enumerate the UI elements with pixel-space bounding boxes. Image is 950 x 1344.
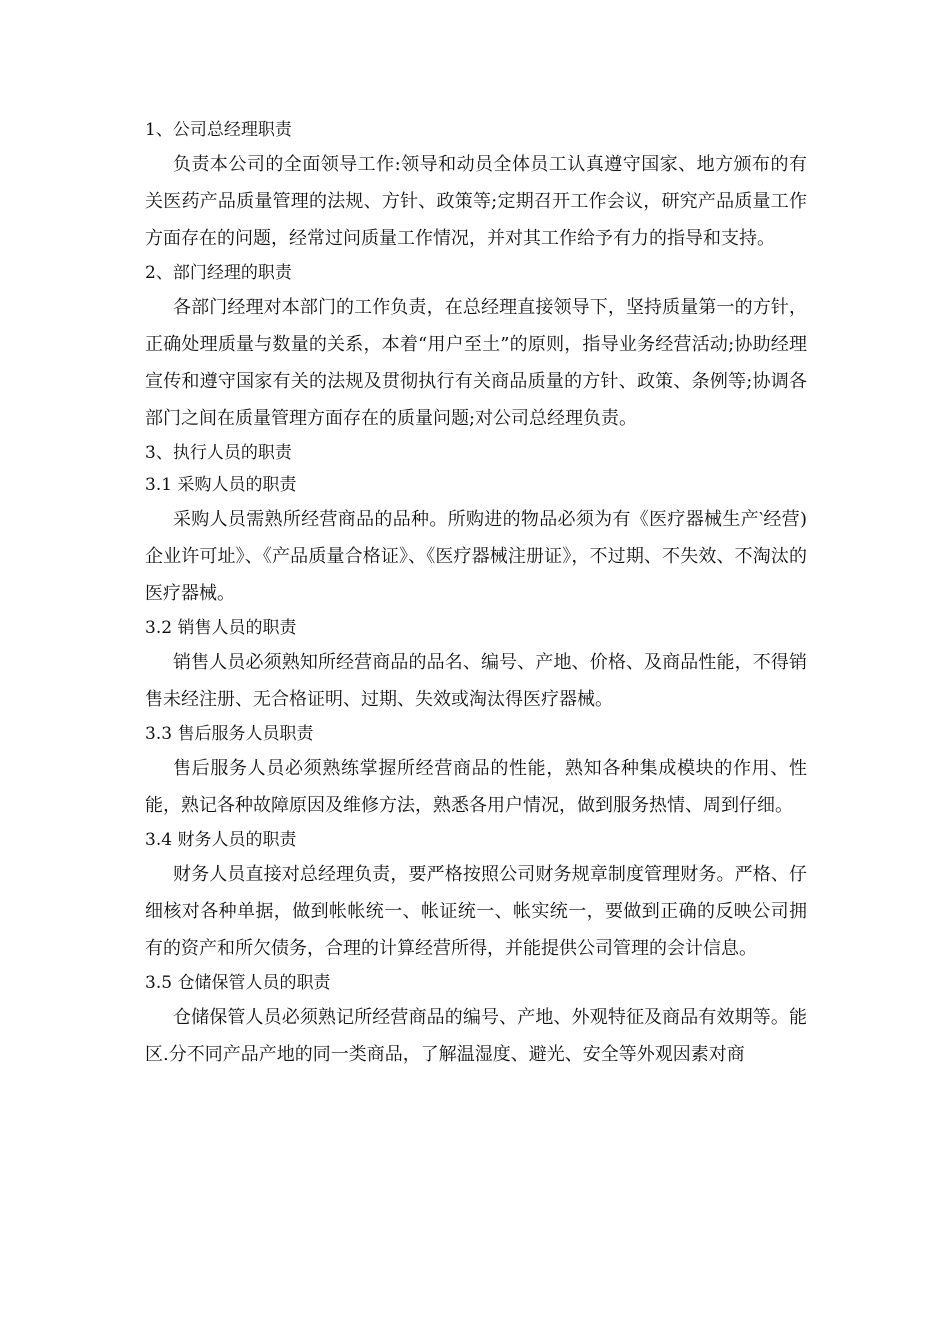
section-heading-executive-staff: 3、执行人员的职责 xyxy=(145,443,292,463)
section-heading-purchasing: 3.1 采购人员的职责 xyxy=(145,475,297,495)
document-page xyxy=(145,114,807,1073)
section-body-purchasing: 采购人员需熟所经营商品的品种。所购进的物品必须为有《医疗器械生产‵经营)企业许可址》、《产品质量合格证》、《医疗器械注册证》，不过期、不失效、不淘汰的医疗器械。 xyxy=(145,509,807,604)
section-heading-general-manager: 1、公司总经理职责 xyxy=(145,120,292,140)
section-body-warehouse: 仓储保管人员必须熟记所经营商品的编号、产地、外观特征及商品有效期等。能区.分不同产品产地的同一类商品，了解温湿度、避光、安全等外观因素对商 xyxy=(145,1007,807,1065)
section-heading-finance: 3.4 财务人员的职责 xyxy=(145,830,297,850)
section-heading-warehouse: 3.5 仓储保管人员的职责 xyxy=(145,973,331,993)
section-heading-after-sales: 3.3 售后服务人员职责 xyxy=(145,724,314,744)
section-body-general-manager: 负责本公司的全面领导工作:领导和动员全体员工认真遵守国家、地方颁布的有关医药产品质量管理的法规、方针、政策等;定期召开工作会议，研究产品质量工作方面存在的问题，经常过问质量工作情况，并对其工作给予有力的指导和支持。 xyxy=(145,154,807,249)
section-heading-sales: 3.2 销售人员的职责 xyxy=(145,618,297,638)
section-body-sales: 销售人员必须熟知所经营商品的品名、编号、产地、价格、及商品性能，不得销售未经注册、无合格证明、过期、失效或淘汰得医疗器械。 xyxy=(145,652,807,710)
section-body-department-manager: 各部门经理对本部门的工作负责，在总经理直接领导下，坚持质量第一的方针，正确处理质量与数量的关系，本着“用户至土”的原则，指导业务经营活动;协助经理宣传和遵守国家有关的法规及贯彻执行有关商品质量的方针、政策、条例等;协调各部门之间在质量管理方面存在的质量问题;对公司总经理负责。 xyxy=(145,297,807,429)
section-body-after-sales: 售后服务人员必须熟练掌握所经营商品的性能，熟知各种集成模块的作用、性能，熟记各种故障原因及维修方法，熟悉各用户情况，做到服务热情、周到仔细。 xyxy=(145,758,807,816)
section-heading-department-manager: 2、部门经理的职责 xyxy=(145,263,292,283)
section-body-finance: 财务人员直接对总经理负责，要严格按照公司财务规章制度管理财务。严格、仔细核对各种单据，做到帐帐统一、帐证统一、帐实统一，要做到正确的反映公司拥有的资产和所欠债务，合理的计算经营所得，并能提供公司管理的会计信息。 xyxy=(145,864,807,959)
